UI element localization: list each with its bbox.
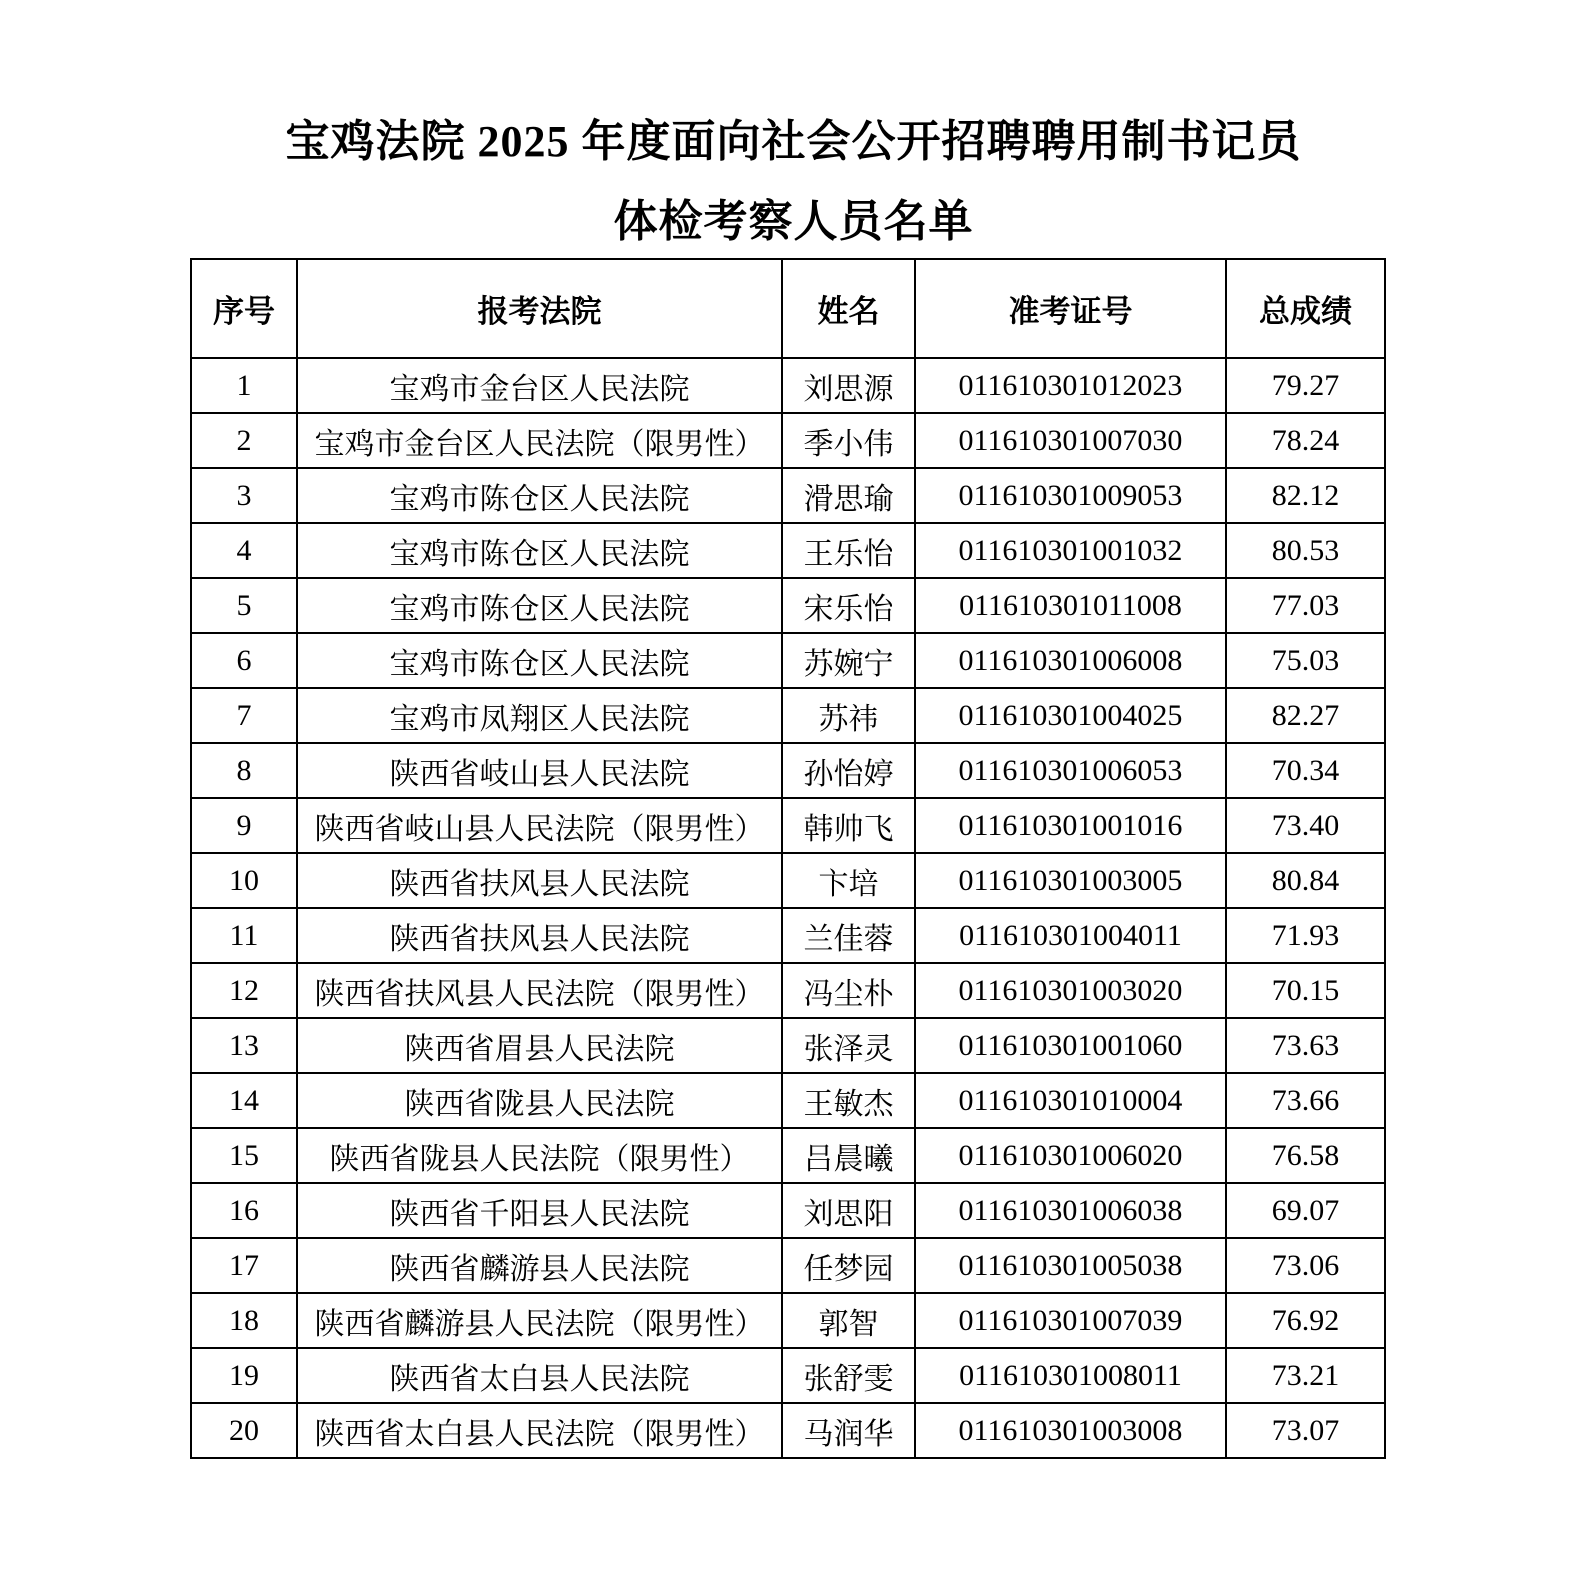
cell-score: 73.66 [1226, 1073, 1385, 1128]
cell-name: 苏婉宁 [782, 633, 915, 688]
cell-score: 78.24 [1226, 413, 1385, 468]
cell-name: 苏祎 [782, 688, 915, 743]
roster-table [190, 258, 1386, 1459]
table-row [191, 1183, 1385, 1238]
cell-ticket: 011610301010004 [915, 1073, 1226, 1128]
cell-name: 兰佳蓉 [782, 908, 915, 963]
cell-score: 73.40 [1226, 798, 1385, 853]
cell-score: 70.34 [1226, 743, 1385, 798]
cell-court: 宝鸡市陈仓区人民法院 [297, 523, 782, 578]
cell-score: 73.07 [1226, 1403, 1385, 1458]
header-court: 报考法院 [297, 259, 782, 358]
cell-ticket: 011610301005038 [915, 1238, 1226, 1293]
cell-name: 滑思瑜 [782, 468, 915, 523]
cell-ticket: 011610301004011 [915, 908, 1226, 963]
cell-index: 11 [191, 908, 297, 963]
table-row [191, 1073, 1385, 1128]
cell-court: 陕西省岐山县人民法院（限男性） [297, 798, 782, 853]
cell-index: 14 [191, 1073, 297, 1128]
cell-name: 冯尘朴 [782, 963, 915, 1018]
cell-court: 宝鸡市陈仓区人民法院 [297, 468, 782, 523]
cell-index: 7 [191, 688, 297, 743]
cell-ticket: 011610301012023 [915, 358, 1226, 413]
cell-name: 刘思源 [782, 358, 915, 413]
cell-score: 76.58 [1226, 1128, 1385, 1183]
cell-index: 9 [191, 798, 297, 853]
table-row [191, 853, 1385, 908]
cell-name: 孙怡婷 [782, 743, 915, 798]
table-row [191, 743, 1385, 798]
cell-index: 3 [191, 468, 297, 523]
cell-ticket: 011610301006008 [915, 633, 1226, 688]
cell-name: 郭智 [782, 1293, 915, 1348]
cell-index: 20 [191, 1403, 297, 1458]
cell-name: 宋乐怡 [782, 578, 915, 633]
table-row [191, 1238, 1385, 1293]
cell-index: 18 [191, 1293, 297, 1348]
cell-ticket: 011610301003008 [915, 1403, 1226, 1458]
cell-name: 张泽灵 [782, 1018, 915, 1073]
document-title-line1: 宝鸡法院 2025 年度面向社会公开招聘聘用制书记员 [285, 117, 1302, 166]
table-row [191, 963, 1385, 1018]
cell-score: 79.27 [1226, 358, 1385, 413]
header-ticket: 准考证号 [915, 259, 1226, 358]
cell-court: 陕西省麟游县人民法院 [297, 1238, 782, 1293]
cell-ticket: 011610301001016 [915, 798, 1226, 853]
cell-score: 82.27 [1226, 688, 1385, 743]
cell-ticket: 011610301003020 [915, 963, 1226, 1018]
table-row [191, 1403, 1385, 1458]
cell-court: 宝鸡市陈仓区人民法院 [297, 578, 782, 633]
cell-ticket: 011610301001060 [915, 1018, 1226, 1073]
table-row [191, 578, 1385, 633]
cell-court: 宝鸡市金台区人民法院 [297, 358, 782, 413]
cell-ticket: 011610301006053 [915, 743, 1226, 798]
cell-ticket: 011610301011008 [915, 578, 1226, 633]
cell-score: 73.63 [1226, 1018, 1385, 1073]
table-row [191, 1018, 1385, 1073]
table-row [191, 908, 1385, 963]
cell-ticket: 011610301007030 [915, 413, 1226, 468]
cell-index: 16 [191, 1183, 297, 1238]
cell-court: 陕西省陇县人民法院 [297, 1073, 782, 1128]
cell-ticket: 011610301006038 [915, 1183, 1226, 1238]
roster-table-header [191, 259, 1385, 358]
table-row [191, 688, 1385, 743]
cell-index: 13 [191, 1018, 297, 1073]
cell-index: 10 [191, 853, 297, 908]
table-row [191, 413, 1385, 468]
cell-score: 71.93 [1226, 908, 1385, 963]
cell-index: 2 [191, 413, 297, 468]
cell-court: 陕西省陇县人民法院（限男性） [297, 1128, 782, 1183]
table-row [191, 1293, 1385, 1348]
cell-court: 宝鸡市凤翔区人民法院 [297, 688, 782, 743]
cell-ticket: 011610301001032 [915, 523, 1226, 578]
cell-score: 80.53 [1226, 523, 1385, 578]
cell-ticket: 011610301006020 [915, 1128, 1226, 1183]
cell-name: 季小伟 [782, 413, 915, 468]
table-row [191, 358, 1385, 413]
cell-court: 陕西省太白县人民法院 [297, 1348, 782, 1403]
cell-court: 陕西省眉县人民法院 [297, 1018, 782, 1073]
cell-ticket: 011610301009053 [915, 468, 1226, 523]
header-score: 总成绩 [1226, 259, 1385, 358]
document-title-line2: 体检考察人员名单 [613, 197, 974, 246]
cell-name: 张舒雯 [782, 1348, 915, 1403]
cell-score: 76.92 [1226, 1293, 1385, 1348]
cell-score: 69.07 [1226, 1183, 1385, 1238]
cell-score: 80.84 [1226, 853, 1385, 908]
cell-ticket: 011610301003005 [915, 853, 1226, 908]
cell-score: 77.03 [1226, 578, 1385, 633]
cell-name: 马润华 [782, 1403, 915, 1458]
cell-score: 70.15 [1226, 963, 1385, 1018]
header-row [191, 259, 1385, 358]
table-row [191, 523, 1385, 578]
cell-ticket: 011610301008011 [915, 1348, 1226, 1403]
cell-court: 陕西省千阳县人民法院 [297, 1183, 782, 1238]
cell-name: 卞培 [782, 853, 915, 908]
cell-court: 陕西省岐山县人民法院 [297, 743, 782, 798]
cell-court: 陕西省扶风县人民法院（限男性） [297, 963, 782, 1018]
cell-court: 陕西省麟游县人民法院（限男性） [297, 1293, 782, 1348]
cell-score: 75.03 [1226, 633, 1385, 688]
table-row [191, 633, 1385, 688]
cell-name: 韩帅飞 [782, 798, 915, 853]
cell-index: 4 [191, 523, 297, 578]
cell-index: 5 [191, 578, 297, 633]
cell-name: 任梦园 [782, 1238, 915, 1293]
cell-index: 12 [191, 963, 297, 1018]
cell-name: 刘思阳 [782, 1183, 915, 1238]
roster-table-body [191, 358, 1385, 1458]
table-row [191, 798, 1385, 853]
cell-name: 王乐怡 [782, 523, 915, 578]
cell-index: 8 [191, 743, 297, 798]
table-row [191, 1348, 1385, 1403]
cell-index: 1 [191, 358, 297, 413]
cell-score: 73.21 [1226, 1348, 1385, 1403]
cell-court: 陕西省太白县人民法院（限男性） [297, 1403, 782, 1458]
cell-score: 73.06 [1226, 1238, 1385, 1293]
cell-ticket: 011610301004025 [915, 688, 1226, 743]
cell-index: 19 [191, 1348, 297, 1403]
cell-name: 王敏杰 [782, 1073, 915, 1128]
cell-court: 陕西省扶风县人民法院 [297, 908, 782, 963]
cell-name: 吕晨曦 [782, 1128, 915, 1183]
cell-court: 宝鸡市陈仓区人民法院 [297, 633, 782, 688]
cell-index: 6 [191, 633, 297, 688]
cell-ticket: 011610301007039 [915, 1293, 1226, 1348]
table-row [191, 468, 1385, 523]
cell-index: 17 [191, 1238, 297, 1293]
header-index: 序号 [191, 259, 297, 358]
cell-court: 宝鸡市金台区人民法院（限男性） [297, 413, 782, 468]
header-name: 姓名 [782, 259, 915, 358]
cell-court: 陕西省扶风县人民法院 [297, 853, 782, 908]
cell-score: 82.12 [1226, 468, 1385, 523]
cell-index: 15 [191, 1128, 297, 1183]
table-row [191, 1128, 1385, 1183]
